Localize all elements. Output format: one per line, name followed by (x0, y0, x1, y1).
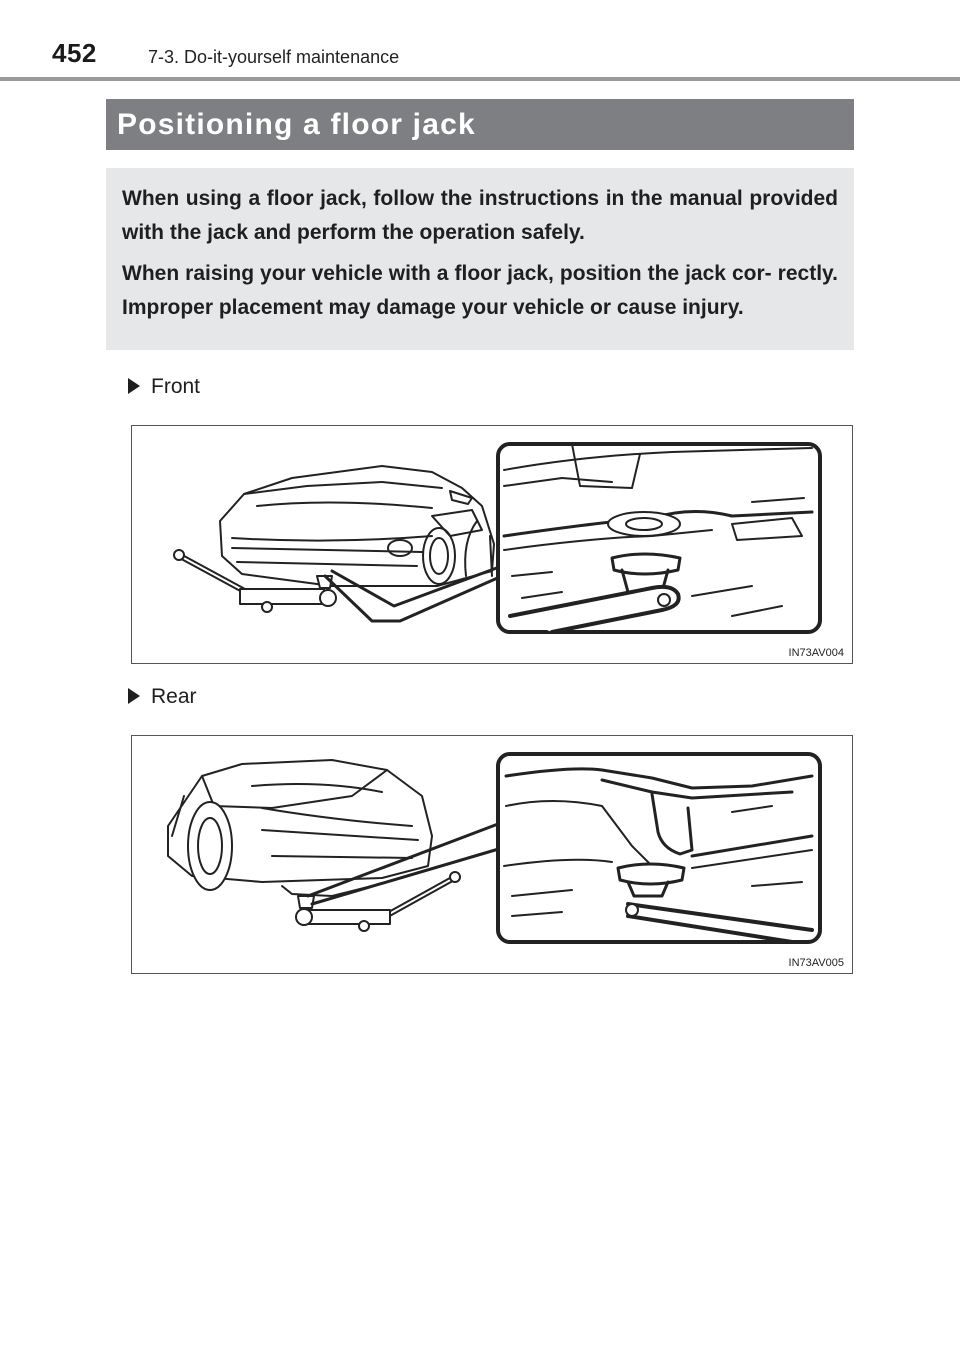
subheading-label: Rear (151, 685, 197, 708)
intro-paragraph: When raising your vehicle with a floor jack, position the jack cor- rectly. Improper placement may damage your vehicle or cause injury. (122, 262, 838, 319)
section-title: 7-3. Do-it-yourself maintenance (148, 47, 400, 67)
header-divider (0, 77, 960, 81)
page-title: Positioning a floor jack (106, 99, 854, 150)
page-number: 452 (52, 38, 97, 68)
rear-jack-illustration (131, 735, 853, 974)
page-header (0, 0, 960, 90)
figure-code: IN73AV005 (788, 957, 844, 969)
front-illustration-drawing (132, 426, 852, 663)
subheading-label: Front (151, 375, 201, 398)
triangle-bullet-icon (128, 688, 140, 704)
figure-code: IN73AV004 (788, 647, 844, 659)
subheading-rear (128, 685, 197, 709)
triangle-bullet-icon (128, 378, 140, 394)
front-jack-illustration (131, 425, 853, 664)
intro-paragraph: When using a floor jack, follow the instructions in the manual provided with the jack and perform the operation safely. (122, 187, 838, 244)
intro-box (106, 168, 854, 350)
subheading-front (128, 375, 200, 399)
rear-illustration-drawing (132, 736, 852, 973)
